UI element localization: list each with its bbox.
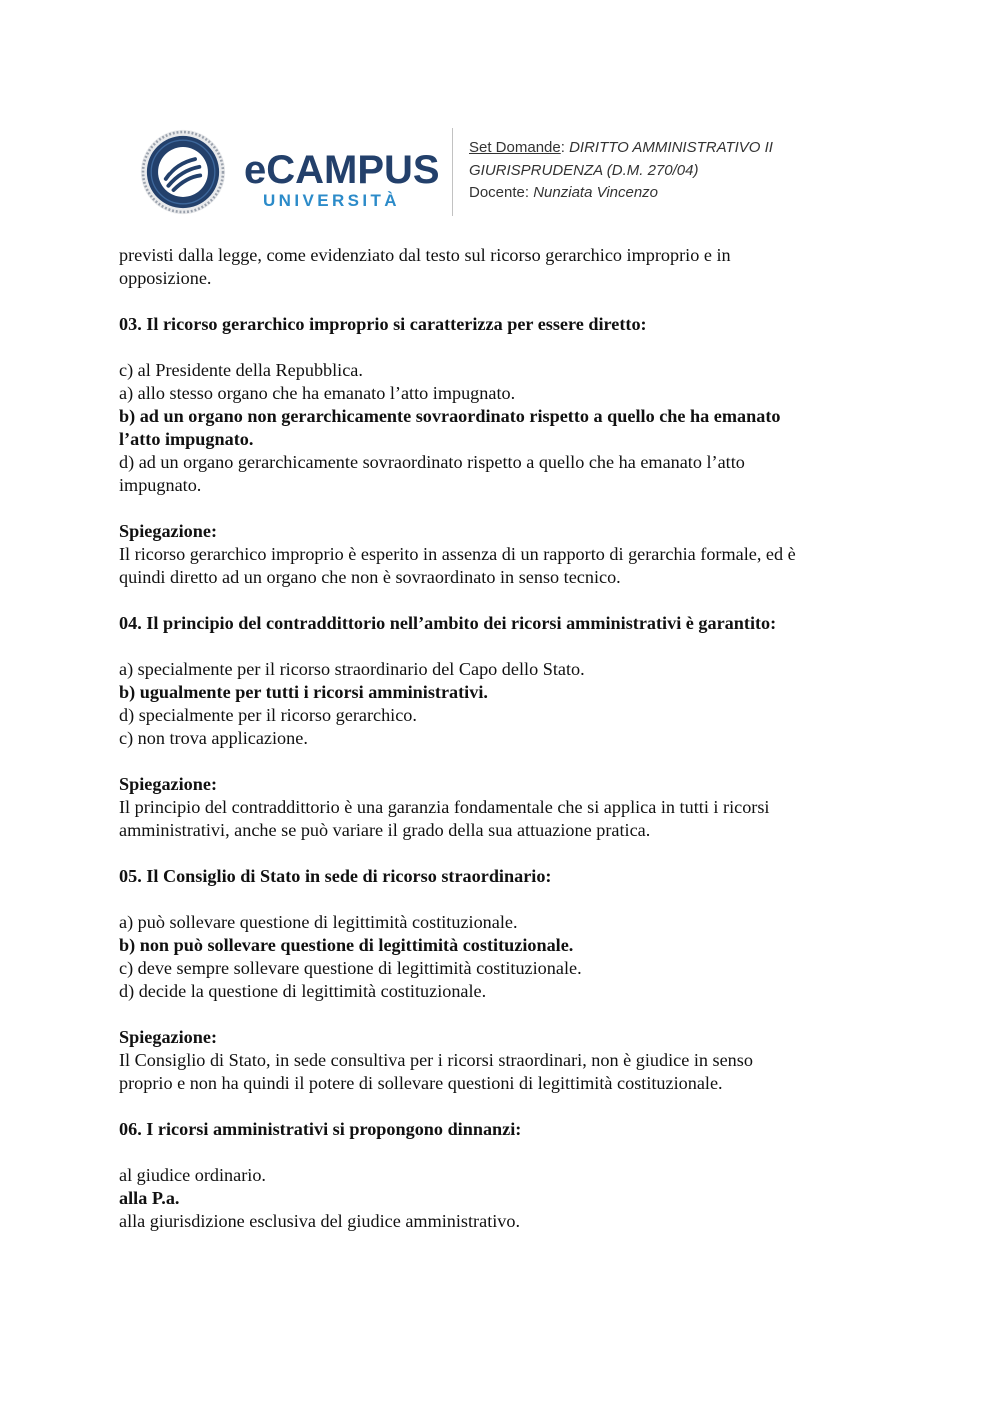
docente-name: Nunziata Vincenzo <box>533 184 659 201</box>
answer-list <box>119 1164 884 1233</box>
university-seal-logo <box>140 129 226 215</box>
answer-option-correct <box>119 1187 884 1210</box>
answer-list <box>119 658 884 750</box>
spacer <box>119 1095 884 1118</box>
answer-option-correct <box>119 405 884 451</box>
header-divider <box>452 128 453 216</box>
question-block <box>119 1095 884 1233</box>
spacer <box>119 336 884 359</box>
answer-list <box>119 359 884 497</box>
docente-line <box>469 182 889 205</box>
explanation-text <box>119 1049 884 1095</box>
answer-line: l’atto impugnato. <box>119 429 254 449</box>
intro-line: previsti dalla legge, come evidenziato dal testo sul ricorso gerarchico improprio e in <box>119 245 731 265</box>
page-header <box>0 0 1000 230</box>
answer-line: c) non trova applicazione. <box>119 728 308 748</box>
answer-line: alla giurisdizione esclusiva del giudice amministrativo. <box>119 1211 521 1231</box>
explanation-label: Spiegazione: <box>119 774 218 794</box>
explanation-line: Il principio del contraddittorio è una garanzia fondamentale che si applica in tutti i ricorsi <box>119 797 770 817</box>
question-title: 04. Il principio del contraddittorio nell’ambito dei ricorsi amministrativi è garantito: <box>119 613 777 633</box>
question-block <box>119 589 884 842</box>
explanation-line: Il Consiglio di Stato, in sede consultiva per i ricorsi straordinari, non è giudice in senso <box>119 1050 753 1070</box>
answer-line: d) decide la questione di legittimità costituzionale. <box>119 981 487 1001</box>
spacer <box>119 888 884 911</box>
answer-line: impugnato. <box>119 475 202 495</box>
answer-option-correct <box>119 934 884 957</box>
answer-line: a) specialmente per il ricorso straordinario del Capo dello Stato. <box>119 659 585 679</box>
course-title: DIRITTO AMMINISTRATIVO II <box>569 139 773 156</box>
answer-list <box>119 911 884 1003</box>
explanation-label: Spiegazione: <box>119 1027 218 1047</box>
answer-line: a) può sollevare questione di legittimità costituzionale. <box>119 912 518 932</box>
answer-option <box>119 980 884 1003</box>
docente-label: Docente: <box>469 184 534 201</box>
answer-line: al giudice ordinario. <box>119 1165 266 1185</box>
intro-line: opposizione. <box>119 268 212 288</box>
ecampus-logo <box>244 150 439 214</box>
explanation-line: Il ricorso gerarchico improprio è esperito in assenza di un rapporto di gerarchia formale, ed è <box>119 544 796 564</box>
spacer <box>119 589 884 612</box>
spacer <box>119 842 884 865</box>
answer-line: alla P.a. <box>119 1188 180 1208</box>
answer-option <box>119 382 884 405</box>
answer-option <box>119 1164 884 1187</box>
question-title: 06. I ricorsi amministrativi si propongono dinnanzi: <box>119 1119 522 1139</box>
course-info <box>469 137 889 205</box>
explanation-text <box>119 543 884 589</box>
answer-line: d) ad un organo gerarchicamente sovraordinato rispetto a quello che ha emanato l’atto <box>119 452 745 472</box>
answer-option <box>119 957 884 980</box>
course-degree: GIURISPRUDENZA (D.M. 270/04) <box>469 161 699 179</box>
answer-line: b) ad un organo non gerarchicamente sovraordinato rispetto a quello che ha emanato <box>119 406 781 426</box>
explanation-line: proprio e non ha quindi il potere di sollevare questioni di legittimità costituzionale. <box>119 1073 723 1093</box>
explanation-label: Spiegazione: <box>119 521 218 541</box>
question-block <box>119 842 884 1095</box>
answer-line: c) al Presidente della Repubblica. <box>119 360 363 380</box>
answer-option <box>119 1210 884 1233</box>
spacer <box>119 635 884 658</box>
question-title: 03. Il ricorso gerarchico improprio si caratterizza per essere diretto: <box>119 314 647 334</box>
answer-option <box>119 451 884 497</box>
answer-line: d) specialmente per il ricorso gerarchico. <box>119 705 417 725</box>
logo-wordmark: eCAMPUS <box>244 148 440 192</box>
spacer <box>119 1003 884 1026</box>
answer-line: b) ugualmente per tutti i ricorsi amministrativi. <box>119 682 488 702</box>
logo-subtitle: UNIVERSITÀ <box>263 191 400 210</box>
document-body <box>119 244 884 1233</box>
course-line-1 <box>469 137 889 160</box>
spacer <box>119 497 884 520</box>
set-label: Set Domande <box>469 139 561 156</box>
questions-list <box>119 290 884 1233</box>
spacer <box>119 1141 884 1164</box>
question-block <box>119 290 884 589</box>
spacer <box>119 290 884 313</box>
intro-paragraph <box>119 244 884 290</box>
answer-option <box>119 658 884 681</box>
answer-line: c) deve sempre sollevare questione di legittimità costituzionale. <box>119 958 582 978</box>
spacer <box>119 750 884 773</box>
set-separator: : <box>560 139 570 156</box>
question-title: 05. Il Consiglio di Stato in sede di ricorso straordinario: <box>119 866 552 886</box>
answer-option <box>119 911 884 934</box>
answer-line: b) non può sollevare questione di legittimità costituzionale. <box>119 935 574 955</box>
explanation-text <box>119 796 884 842</box>
explanation-line: amministrativi, anche se può variare il grado della sua attuazione pratica. <box>119 820 651 840</box>
answer-option <box>119 704 884 727</box>
answer-option-correct <box>119 681 884 704</box>
answer-line: a) allo stesso organo che ha emanato l’atto impugnato. <box>119 383 516 403</box>
course-line-2 <box>469 160 889 183</box>
answer-option <box>119 359 884 382</box>
answer-option <box>119 727 884 750</box>
explanation-line: quindi diretto ad un organo che non è sovraordinato in senso tecnico. <box>119 567 621 587</box>
